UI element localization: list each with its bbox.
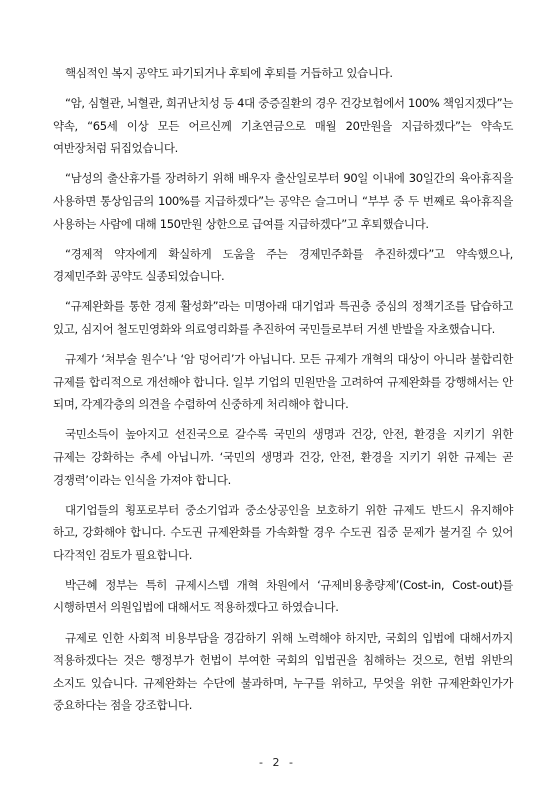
document-body (53, 62, 513, 724)
paragraph-deregulation: “규제완화를 통한 경제 활성화”라는 미명아래 대기업과 특권층 중심의 정책기조를 답습하고 있고, 심지어 철도민영화와 의료영리화를 추진하여 국민들로부터 거센 반발을 자초했습니다. (53, 299, 513, 336)
paragraph-cost-in-cost-out: 박근혜 정부는 특히 규제시스템 개혁 차원에서 ‘규제비용총량제’(Cost-in, Cost-out)를 시행하면서 의원입법에 대해서도 적용하겠다고 하였습니다. (53, 577, 513, 615)
paragraph-health-pension: “암, 심혈관, 뇌혈관, 희귀난치성 등 4대 중증질환의 경우 건강보험에서 100% 책임지겠다”는 약속, “65세 이상 모든 어르신께 기초연금으로 매월 20만원을 지급하겠다”는 약속도 여반장처럼 뒤집었습니다. (53, 96, 513, 156)
paragraph-regulation-reform: 규제가 ‘쳐부술 원수’나 ‘암 덩어리’가 아닙니다. 모든 규제가 개혁의 대상이 아니라 불합리한 규제를 합리적으로 개선해야 합니다. 일부 기업의 민원만을 고려하여 규제완화를 강행해서는 안 되며, 각계각층의 의견을 수렴하여 신중하게 처리해야 합니다. (53, 352, 513, 412)
page-number: - 2 - (259, 756, 296, 769)
paragraph-legislative-power: 규제로 인한 사회적 비용부담을 경감하기 위해 노력해야 하지만, 국회의 입법에 대해서까지 적용하겠다는 것은 행정부가 헌법이 부여한 국회의 입법권을 침해하는 것으로, 헌법 위반의 소지도 있습니다. 규제완화는 수단에 불과하며, 누구를 위하고, 무엇을 위한 규제완화인가가 중요하다는 점을 강조합니다. (53, 630, 513, 713)
paragraph-economic-democratization: “경제적 약자에게 확실하게 도움을 주는 경제민주화를 추진하겠다”고 약속했으나, 경제민주화 공약도 실종되었습니다. (53, 246, 513, 284)
paragraph-parental-leave: “남성의 출산휴가를 장려하기 위해 배우자 출산일로부터 90일 이내에 30일간의 육아휴직을 사용하면 통상임금의 100%를 지급하겠다”는 공약은 슬그머니 “부부 중 두 번째로 육아휴직을 사용하는 사람에 대해 150만원 상한으로 급여를 지급하겠다”고 후퇴했습니다. (53, 171, 513, 231)
paragraph-safety-regulation: 국민소득이 높아지고 선진국으로 갈수록 국민의 생명과 건강, 안전, 환경을 지키기 위한 규제는 강화하는 추세 아닙니까. ‘국민의 생명과 건강, 안전, 환경을 지키기 위한 규제는 곧 경쟁력’이라는 인식을 가져야 합니다. (53, 427, 513, 487)
paragraph-sme-protection: 대기업들의 횡포로부터 중소기업과 중소상공인을 보호하기 위한 규제도 반드시 유지해야 하고, 강화해야 합니다. 수도권 규제완화를 가속화할 경우 수도권 집중 문제가 불거질 수 있어 다각적인 검토가 필요합니다. (53, 502, 513, 562)
paragraph-welfare-pledges: 핵심적인 복지 공약도 파기되거나 후퇴에 후퇴를 거듭하고 있습니다. (65, 66, 393, 80)
